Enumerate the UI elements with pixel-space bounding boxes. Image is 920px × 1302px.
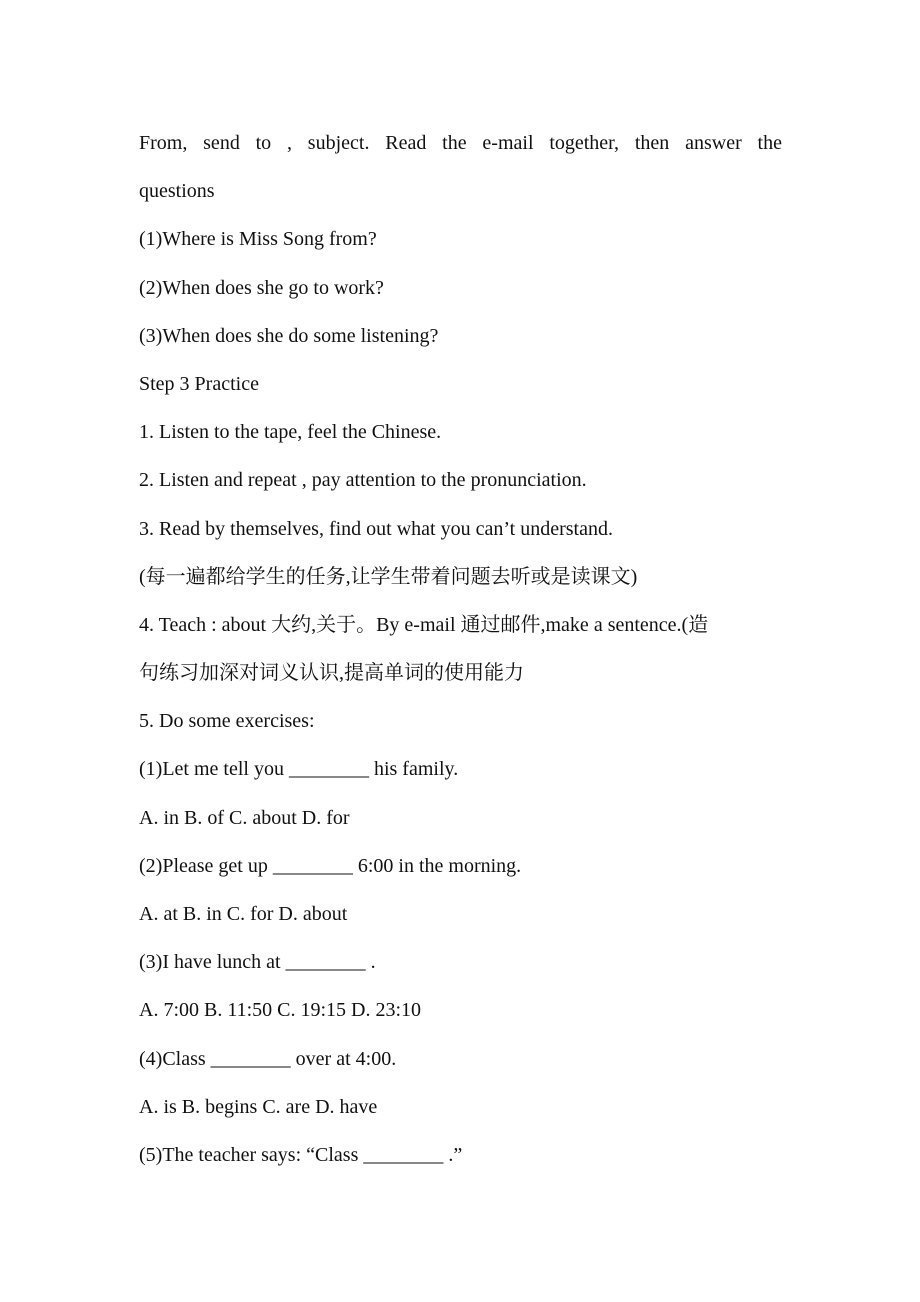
exercise-5-question: (5)The teacher says: “Class ________ .”	[139, 1143, 463, 1166]
exercise-1-question: (1)Let me tell you ________ his family.	[139, 758, 459, 781]
exercise-4-question: (4)Class ________ over at 4:00.	[139, 1047, 397, 1070]
question-1: (1)Where is Miss Song from?	[139, 228, 377, 251]
exercise-2-options: A. at B. in C. for D. about	[139, 903, 348, 925]
step3-teach-line-1: 4. Teach : about 大约,关于。By e-mail 通过邮件,make a sentence.(造	[139, 613, 709, 636]
exercise-2-question: (2)Please get up ________ 6:00 in the morning.	[139, 854, 522, 877]
step3-note: (每一遍都给学生的任务,让学生带着问题去听或是读课文)	[139, 565, 638, 588]
document-page	[139, 119, 782, 1179]
exercise-3-question: (3)I have lunch at ________ .	[139, 951, 376, 974]
step3-item-2: 2. Listen and repeat , pay attention to the pronunciation.	[139, 469, 587, 492]
intro-line-2: questions	[139, 180, 215, 203]
question-3: (3)When does she do some listening?	[139, 324, 439, 347]
step3-teach-line-2: 句练习加深对词义认识,提高单词的使用能力	[139, 662, 524, 685]
step3-item-1: 1. Listen to the tape, feel the Chinese.	[139, 421, 442, 444]
step3-heading: Step 3 Practice	[139, 372, 259, 395]
exercise-4-options: A. is B. begins C. are D. have	[139, 1095, 378, 1118]
intro-line-1: From, send to , subject. Read the e-mail together, then answer the	[139, 132, 782, 154]
exercises-heading: 5. Do some exercises:	[139, 710, 315, 733]
step3-item-3: 3. Read by themselves, find out what you can’t understand.	[139, 517, 613, 540]
exercise-1-options: A. in B. of C. about D. for	[139, 806, 350, 829]
question-2: (2)When does she go to work?	[139, 276, 384, 299]
exercise-3-options: A. 7:00 B. 11:50 C. 19:15 D. 23:10	[139, 999, 422, 1022]
